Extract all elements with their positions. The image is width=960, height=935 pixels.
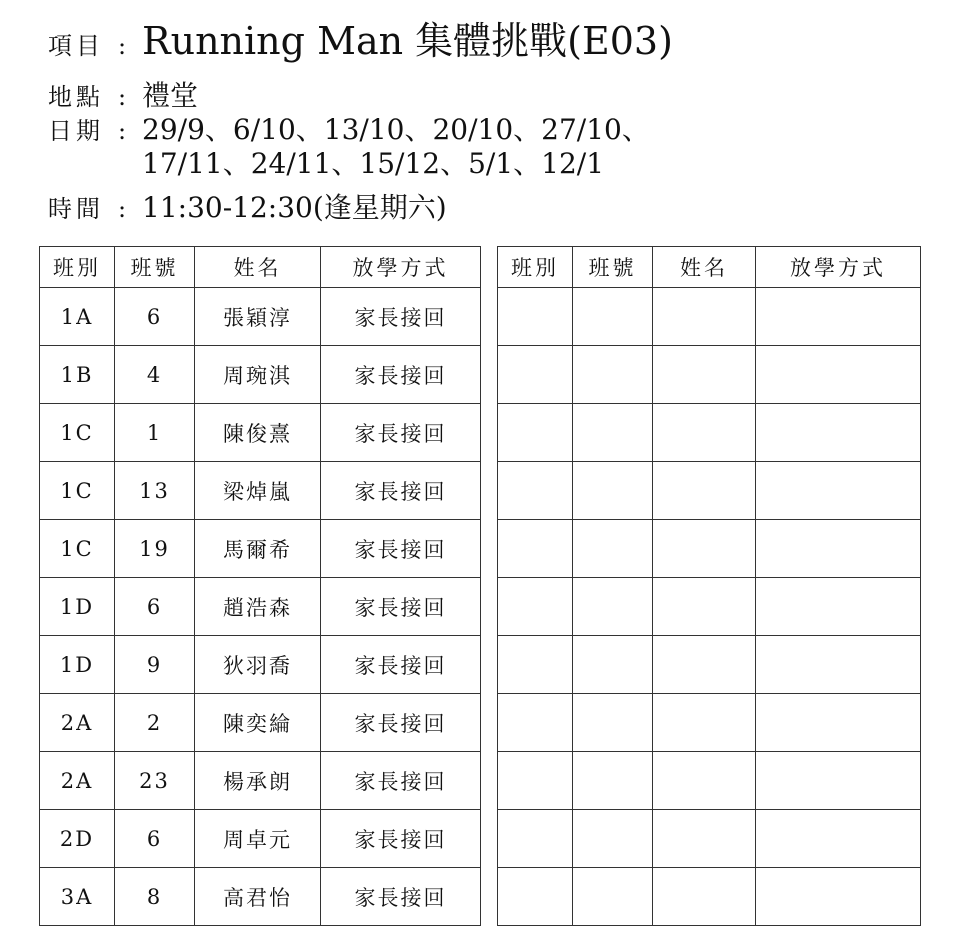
- time-value: 11:30-12:30(逢星期六): [142, 191, 447, 224]
- dates-label: 日期: [48, 117, 104, 145]
- table-row: [40, 810, 481, 868]
- location-value: 禮堂: [142, 79, 199, 112]
- empty-table-row: [498, 462, 921, 520]
- empty-cell-name: [653, 868, 756, 926]
- empty-cell-dismissal-method: [756, 462, 921, 520]
- time-line: [48, 186, 447, 226]
- empty-cell-dismissal-method: [756, 578, 921, 636]
- cell-class-number: 13: [115, 462, 195, 520]
- dates-value-line2: 17/11、24/11、15/12、5/1、12/1: [142, 147, 605, 180]
- empty-cell-class-number: [573, 636, 653, 694]
- cell-class-number: 6: [115, 810, 195, 868]
- empty-table-row: [498, 694, 921, 752]
- cell-class: 1D: [40, 636, 115, 694]
- empty-cell-class: [498, 810, 573, 868]
- empty-cell-name: [653, 694, 756, 752]
- empty-table-row: [498, 578, 921, 636]
- empty-cell-class: [498, 578, 573, 636]
- empty-cell-class-number: [573, 578, 653, 636]
- cell-name: 楊承朗: [195, 752, 321, 810]
- table-row: [40, 694, 481, 752]
- cell-name: 陳俊熹: [195, 404, 321, 462]
- cell-dismissal-method: 家長接回: [321, 694, 481, 752]
- empty-table-row: [498, 636, 921, 694]
- dates-value-line1: 29/9、6/10、13/10、20/10、27/10、: [142, 113, 650, 146]
- empty-cell-dismissal-method: [756, 694, 921, 752]
- cell-class-number: 6: [115, 578, 195, 636]
- empty-cell-class: [498, 346, 573, 404]
- cell-name: 陳奕綸: [195, 694, 321, 752]
- empty-cell-class: [498, 462, 573, 520]
- table-header-row: [498, 247, 921, 288]
- empty-cell-dismissal-method: [756, 636, 921, 694]
- cell-name: 張穎淳: [195, 288, 321, 346]
- header-class: 班別: [498, 247, 573, 288]
- empty-cell-class: [498, 288, 573, 346]
- empty-table-row: [498, 752, 921, 810]
- cell-class: 2A: [40, 694, 115, 752]
- empty-table-row: [498, 520, 921, 578]
- table-row: [40, 752, 481, 810]
- empty-cell-class: [498, 752, 573, 810]
- dates-colon: :: [118, 117, 127, 145]
- cell-name: 周琬淇: [195, 346, 321, 404]
- header-class: 班別: [40, 247, 115, 288]
- cell-class: 2D: [40, 810, 115, 868]
- empty-cell-name: [653, 810, 756, 868]
- cell-dismissal-method: 家長接回: [321, 810, 481, 868]
- header-name: 姓名: [653, 247, 756, 288]
- empty-cell-dismissal-method: [756, 520, 921, 578]
- empty-cell-name: [653, 462, 756, 520]
- empty-cell-name: [653, 520, 756, 578]
- cell-class: 1A: [40, 288, 115, 346]
- cell-class: 1C: [40, 462, 115, 520]
- cell-class-number: 23: [115, 752, 195, 810]
- student-roster-table: [39, 246, 481, 926]
- cell-name: 趙浩森: [195, 578, 321, 636]
- cell-class: 1C: [40, 404, 115, 462]
- empty-cell-class: [498, 694, 573, 752]
- cell-dismissal-method: 家長接回: [321, 868, 481, 926]
- empty-cell-class-number: [573, 404, 653, 462]
- cell-class-number: 19: [115, 520, 195, 578]
- empty-cell-dismissal-method: [756, 868, 921, 926]
- empty-cell-class: [498, 636, 573, 694]
- cell-class-number: 6: [115, 288, 195, 346]
- cell-dismissal-method: 家長接回: [321, 462, 481, 520]
- empty-cell-name: [653, 636, 756, 694]
- table-row: [40, 404, 481, 462]
- location-colon: :: [118, 83, 127, 111]
- cell-class-number: 2: [115, 694, 195, 752]
- table-row: [40, 868, 481, 926]
- empty-cell-class: [498, 868, 573, 926]
- empty-table-row: [498, 404, 921, 462]
- empty-cell-class-number: [573, 288, 653, 346]
- time-label: 時間: [48, 195, 104, 223]
- cell-name: 高君怡: [195, 868, 321, 926]
- empty-cell-name: [653, 404, 756, 462]
- cell-class: 1D: [40, 578, 115, 636]
- table-row: [40, 636, 481, 694]
- empty-cell-dismissal-method: [756, 810, 921, 868]
- empty-cell-name: [653, 346, 756, 404]
- empty-cell-class-number: [573, 810, 653, 868]
- table-header-row: [40, 247, 481, 288]
- table-row: [40, 520, 481, 578]
- empty-cell-dismissal-method: [756, 752, 921, 810]
- cell-dismissal-method: 家長接回: [321, 520, 481, 578]
- cell-class: 2A: [40, 752, 115, 810]
- cell-name: 梁焯嵐: [195, 462, 321, 520]
- cell-dismissal-method: 家長接回: [321, 404, 481, 462]
- empty-cell-dismissal-method: [756, 404, 921, 462]
- empty-cell-class-number: [573, 520, 653, 578]
- table-row: [40, 346, 481, 404]
- location-label: 地點: [48, 83, 104, 111]
- header-class-number: 班號: [573, 247, 653, 288]
- table-row: [40, 462, 481, 520]
- empty-cell-class: [498, 404, 573, 462]
- header-dismissal-method: 放學方式: [321, 247, 481, 288]
- cell-class-number: 1: [115, 404, 195, 462]
- empty-cell-class-number: [573, 694, 653, 752]
- empty-cell-class-number: [573, 462, 653, 520]
- header-name: 姓名: [195, 247, 321, 288]
- project-label: 項目: [48, 32, 104, 60]
- table-row: [40, 288, 481, 346]
- empty-cell-dismissal-method: [756, 288, 921, 346]
- project-colon: :: [118, 32, 127, 60]
- cell-dismissal-method: 家長接回: [321, 636, 481, 694]
- table-row: [40, 578, 481, 636]
- cell-class-number: 8: [115, 868, 195, 926]
- cell-class: 1C: [40, 520, 115, 578]
- cell-name: 狄羽喬: [195, 636, 321, 694]
- empty-cell-dismissal-method: [756, 346, 921, 404]
- cell-dismissal-method: 家長接回: [321, 752, 481, 810]
- cell-class-number: 9: [115, 636, 195, 694]
- cell-class: 1B: [40, 346, 115, 404]
- empty-cell-class-number: [573, 868, 653, 926]
- cell-dismissal-method: 家長接回: [321, 288, 481, 346]
- empty-table-row: [498, 810, 921, 868]
- empty-table-row: [498, 868, 921, 926]
- header-dismissal-method: 放學方式: [756, 247, 921, 288]
- project-value: Running Man 集體挑戰(E03): [142, 19, 673, 63]
- cell-name: 周卓元: [195, 810, 321, 868]
- empty-cell-class: [498, 520, 573, 578]
- header-class-number: 班號: [115, 247, 195, 288]
- empty-table-row: [498, 346, 921, 404]
- empty-roster-table: [497, 246, 921, 926]
- empty-cell-class-number: [573, 346, 653, 404]
- empty-table-row: [498, 288, 921, 346]
- empty-cell-name: [653, 578, 756, 636]
- cell-dismissal-method: 家長接回: [321, 578, 481, 636]
- empty-cell-name: [653, 288, 756, 346]
- cell-class-number: 4: [115, 346, 195, 404]
- empty-cell-class-number: [573, 752, 653, 810]
- empty-cell-name: [653, 752, 756, 810]
- cell-dismissal-method: 家長接回: [321, 346, 481, 404]
- cell-name: 馬爾希: [195, 520, 321, 578]
- time-colon: :: [118, 195, 127, 223]
- project-line: [48, 10, 673, 65]
- cell-class: 3A: [40, 868, 115, 926]
